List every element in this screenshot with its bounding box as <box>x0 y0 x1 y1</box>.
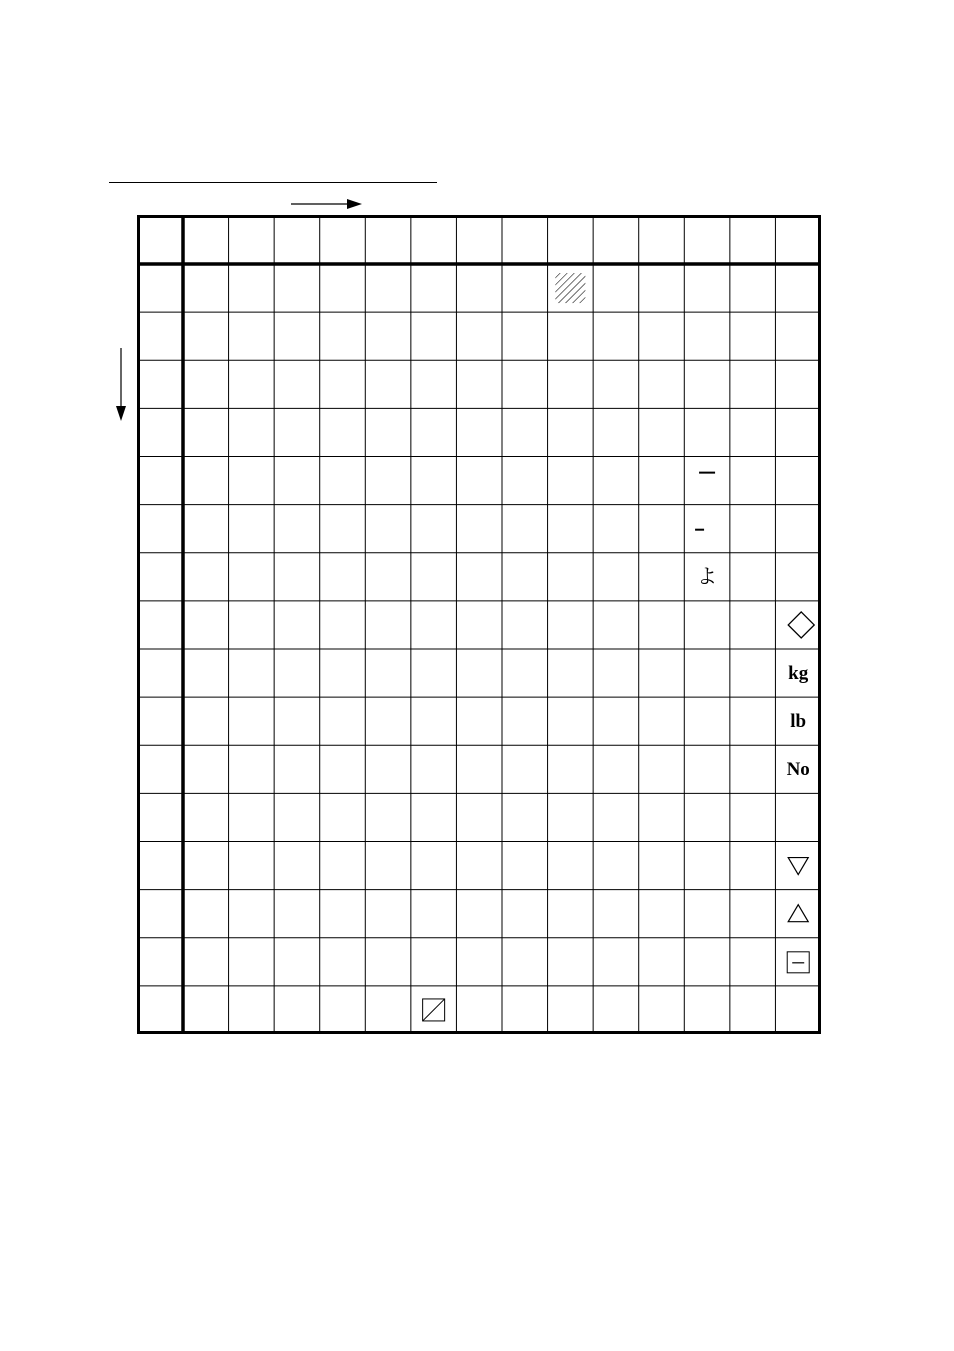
symbol-lb: lb <box>790 710 807 732</box>
triangle-down-icon <box>788 858 808 875</box>
grid-symbols <box>423 273 815 1021</box>
symbol-kg: kg <box>788 662 809 684</box>
symbol-hiragana: よ <box>697 565 718 588</box>
diamond-icon <box>788 612 814 638</box>
column-direction-arrow-icon <box>291 197 363 211</box>
boxed-slash-icon <box>423 999 445 1021</box>
triangle-up-icon <box>788 905 808 922</box>
row-direction-arrow-icon <box>114 348 128 422</box>
character-code-table <box>137 215 821 1034</box>
hatched-block-icon <box>555 273 585 303</box>
title-underline <box>109 182 437 183</box>
boxed-minus-icon <box>787 952 809 973</box>
grid-lines <box>137 215 821 1034</box>
symbol-no: No <box>786 758 810 780</box>
